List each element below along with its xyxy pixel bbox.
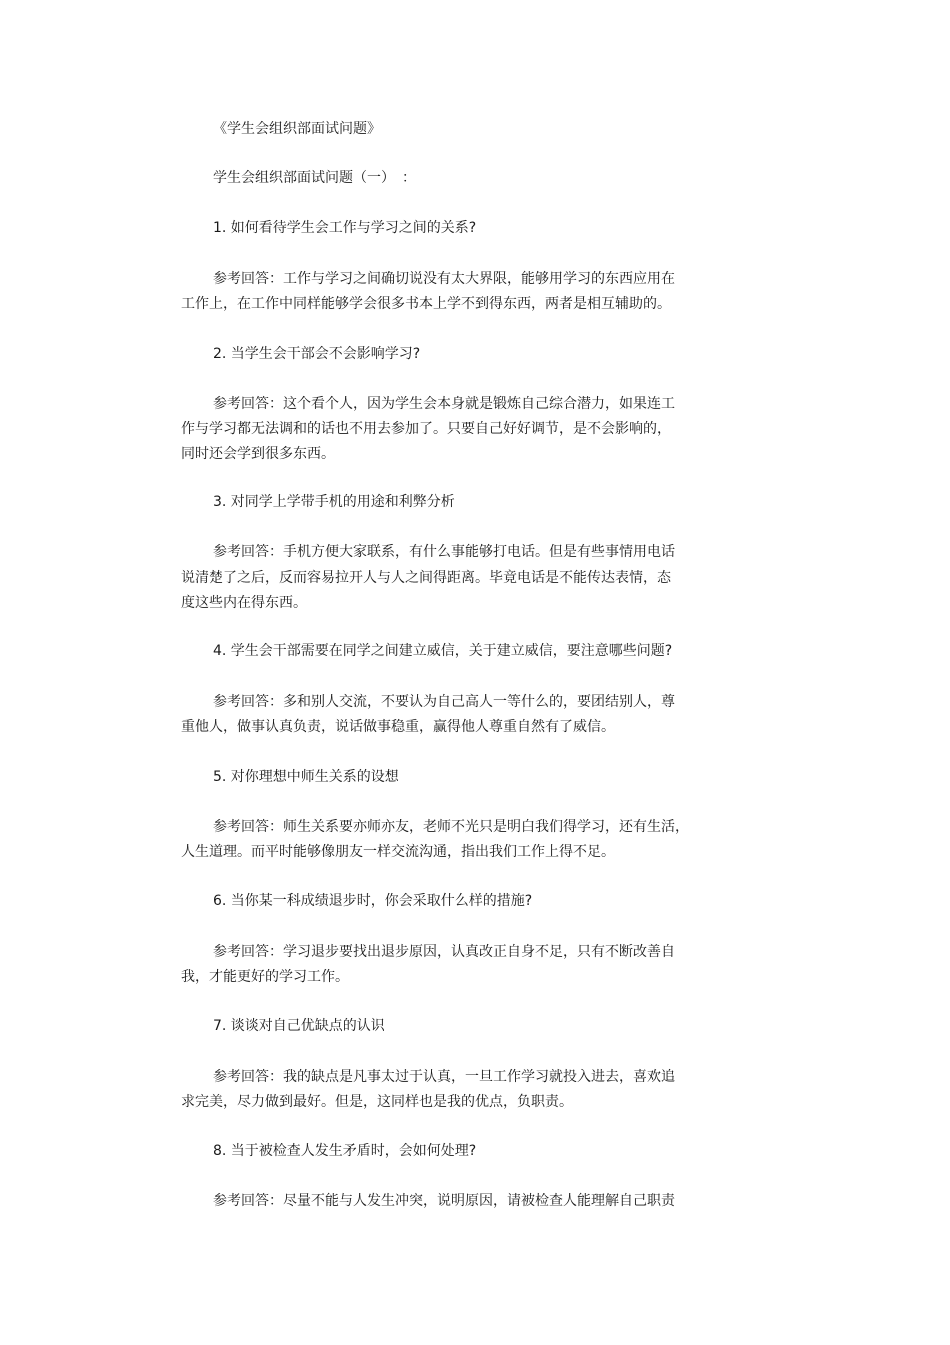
question-8: 8. 当于被检查人发生矛盾时，会如何处理?	[213, 1143, 477, 1159]
question-2: 2. 当学生会干部会不会影响学习?	[213, 346, 421, 362]
question-3: 3. 对同学上学带手机的用途和利弊分析	[213, 494, 455, 510]
answer-4-line-2: 重他人，做事认真负责，说话做事稳重，赢得他人尊重自然有了威信。	[181, 719, 615, 735]
answer-7-line-1: 参考回答：我的缺点是凡事太过于认真，一旦工作学习就投入进去，喜欢追	[213, 1069, 675, 1085]
answer-6-line-1: 参考回答：学习退步要找出退步原因，认真改正自身不足，只有不断改善自	[213, 944, 675, 960]
answer-2-line-1: 参考回答：这个看个人，因为学生会本身就是锻炼自己综合潜力，如果连工	[213, 396, 675, 412]
answer-3-line-3: 度这些内在得东西。	[181, 595, 307, 611]
answer-8-line-1: 参考回答：尽量不能与人发生冲突，说明原因，请被检查人能理解自己职责	[213, 1193, 675, 1209]
answer-7-line-2: 求完美，尽力做到最好。但是，这同样也是我的优点，负职责。	[181, 1094, 573, 1110]
answer-4-line-1: 参考回答：多和别人交流，不要认为自己高人一等什么的，要团结别人，尊	[213, 694, 675, 710]
answer-1-line-2: 工作上，在工作中同样能够学会很多书本上学不到得东西，两者是相互辅助的。	[181, 296, 671, 312]
question-6: 6. 当你某一科成绩退步时，你会采取什么样的措施?	[213, 893, 533, 909]
section-title: 学生会组织部面试问题（一） ：	[213, 170, 416, 186]
question-1: 1. 如何看待学生会工作与学习之间的关系?	[213, 220, 477, 236]
document-title: 《学生会组织部面试问题》	[213, 121, 381, 137]
answer-3-line-1: 参考回答：手机方便大家联系，有什么事能够打电话。但是有些事情用电话	[213, 544, 675, 560]
question-5: 5. 对你理想中师生关系的设想	[213, 769, 399, 785]
answer-1-line-1: 参考回答：工作与学习之间确切说没有太大界限，能够用学习的东西应用在	[213, 271, 675, 287]
answer-6-line-2: 我，才能更好的学习工作。	[181, 969, 349, 985]
answer-2-line-2: 作与学习都无法调和的话也不用去参加了。只要自己好好调节，是不会影响的，	[181, 421, 671, 437]
question-4: 4. 学生会干部需要在同学之间建立威信，关于建立威信，要注意哪些问题?	[213, 643, 673, 659]
answer-3-line-2: 说清楚了之后，反而容易拉开人与人之间得距离。毕竟电话是不能传达表情，态	[181, 570, 671, 586]
answer-5-line-2: 人生道理。而平时能够像朋友一样交流沟通，指出我们工作上得不足。	[181, 844, 615, 860]
answer-5-line-1: 参考回答：师生关系要亦师亦友，老师不光只是明白我们得学习，还有生活，	[213, 819, 689, 835]
question-7: 7. 谈谈对自己优缺点的认识	[213, 1018, 385, 1034]
answer-2-line-3: 同时还会学到很多东西。	[181, 446, 335, 462]
